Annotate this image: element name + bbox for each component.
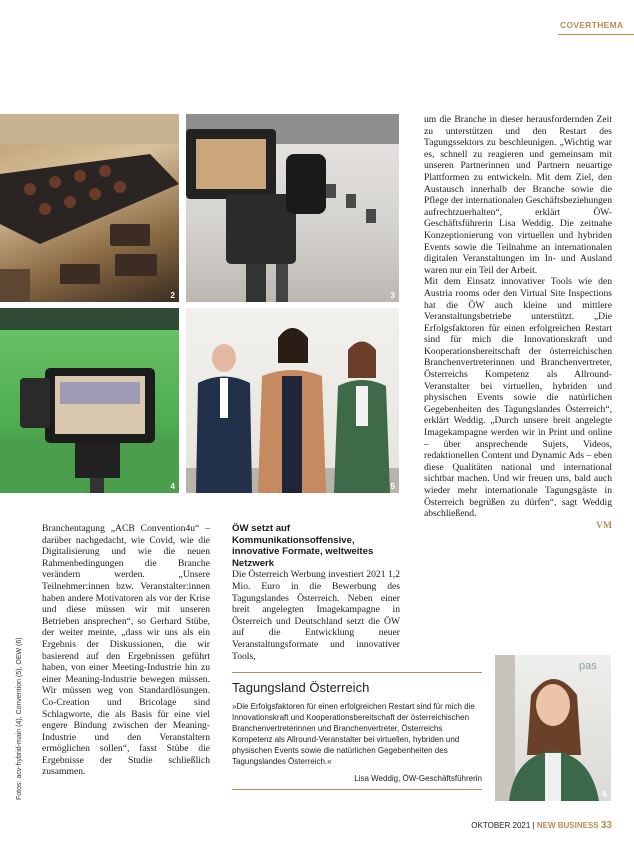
page-footer [471, 820, 612, 831]
photo-number: 2 [170, 291, 175, 300]
quote-box [232, 672, 482, 790]
box-quote: »Die Erfolgsfaktoren für einen erfolgreichen Restart sind für mich die Innovationskraft und Kooperationsbereitschaft der österreichischen Branchenvertreterinnen und Branchenvertreter, Österreichs Kompetenz als Allround-Veranstalter bei virtuellen, hybriden und physischen Events sowie die natürlichen Gegebenheiten des Tagungslandes Österreich.« [232, 702, 475, 766]
body-text: Die Österreich Werbung investiert 2021 1,2 Mio. Euro in die Bewerbung des Tagungslandes Österreich. Neben einer breit angelegten Imagekampagne in Österreich und Deutschland setzt die ÖW auf die Entwicklung neuer Veranstaltungsformate und innovativer Tools, [232, 569, 400, 662]
camera-photo [186, 114, 399, 302]
article-column-1 [42, 523, 210, 778]
section-label: COVERTHEMA [560, 20, 624, 30]
photo-number: 6 [602, 790, 607, 799]
body-text: Branchentagung „ACB Convention4u“ – darüber nachgedacht, wie Covid, wie die Digitalisierung und wie die neuen Rahmenbedingungen die Branche verändern werden. „Unsere Teilnehmer:innen bzw. Veranstalter:innen haben andere Motivatoren als vor der Krise und diese müssen wir mit unseren Betrieben ansprechen“, so Gerhard Stübe, der weiter meinte, „dass wir uns als ein Ergebnis der Diskussionen, die wir basierend auf den Ergebnissen geführt haben, von einer Meeting-Industrie hin zu einer Meaning-Industrie bewegen müssen. Wir müssen weg von Standardlösungen. Co-Creation und Bricolage sind Schlagworte, die als Basis für eine viel engere Bindung zwischen der Meaning-Industrie und den Veranstaltern ermöglichen sollen“, fasst Stübe die Ergebnisse der Studie schließlich zusammen. [42, 523, 210, 778]
photo-number: 4 [170, 482, 175, 491]
box-rule-top [232, 672, 482, 673]
photo-credit: Fotos: acv-hybrid-main (4), Convention (5), OEW (6) [16, 637, 23, 800]
box-title: Tagungsland Österreich [232, 680, 370, 695]
box-rule-bottom [232, 789, 482, 790]
issue-date: OKTOBER 2021 [471, 821, 531, 830]
photo-number: 3 [390, 291, 395, 300]
subheading: ÖW setzt auf Kommunikationsoffensive, innovative Formate, weltweites Netzwerk [232, 523, 374, 569]
portrait-photo [495, 655, 611, 801]
greenscreen-camera-photo [0, 308, 179, 493]
article-column-2 [232, 523, 400, 662]
body-text: Mit dem Einsatz innovativer Tools wie den Austria rooms oder den Virtual Site Inspections hat die ÖW auch kleine und mittlere Veranstaltungsbetriebe unterstützt. „Die Erfolgsfaktoren für einen erfolgreichen Restart sind für mich die Innovationskraft und Kooperationsbereitschaft der österreichischen Branchenvertreterinnen und Branchenvertreter, Österreichs Kompetenz als Allround-Veranstalter bei virtuellen, hybriden und physischen Events sowie die natürlichen Gegebenheiten des Tagungslandes Österreich“, erklärt Weddig. „Durch unsere breit angelegte Imagekampagne werden wir in Print und online – über ansprechende Sujets, Videos, redaktionellen Content und Dynamic Ads – eben diese Qualitäten national und international sichtbar machen. Und wir freuen uns, bald auch wieder mehr internationale Tagungsgäste in Österreich begrüßen zu dürfen“, sagt Weddig abschließend. [424, 276, 612, 520]
photo-number: 5 [390, 482, 395, 491]
svg-text:pas: pas [579, 660, 597, 672]
body-text: um die Branche in dieser herausfordernden Zeit zu unterstützen und den Restart des Tagungssektors zu beschleunigen. „Wichtig war es, schnell zu reagieren und gemeinsam mit unseren Partnerinnen und Partnern neuartige Plattformen zu entwickeln. Mit dem Ziel, den Austausch innerhalb der Branche sowie die Pflege der internationalen Geschäftsbeziehungen aufrechtzuerhalten“, erklärt ÖW-Geschäftsführerin Lisa Weddig. Die zeitnahe Konzeptionierung von virtuellen und hybriden Events sowie die Teilnahme an internationalen digitalen Veranstaltungen im In- und Ausland waren nur ein Teil der Arbeit. [424, 114, 612, 276]
magazine-name: NEW BUSINESS [536, 821, 599, 830]
group-portrait-photo [186, 308, 399, 493]
author-signature: VM [596, 519, 612, 531]
page-number: 33 [600, 820, 612, 831]
catering-photo [0, 114, 179, 302]
box-author: Lisa Weddig, ÖW-Geschäftsführerin [354, 774, 482, 783]
article-column-3 [424, 114, 612, 531]
header-rule [558, 34, 634, 35]
footer-separator: | [532, 821, 535, 830]
